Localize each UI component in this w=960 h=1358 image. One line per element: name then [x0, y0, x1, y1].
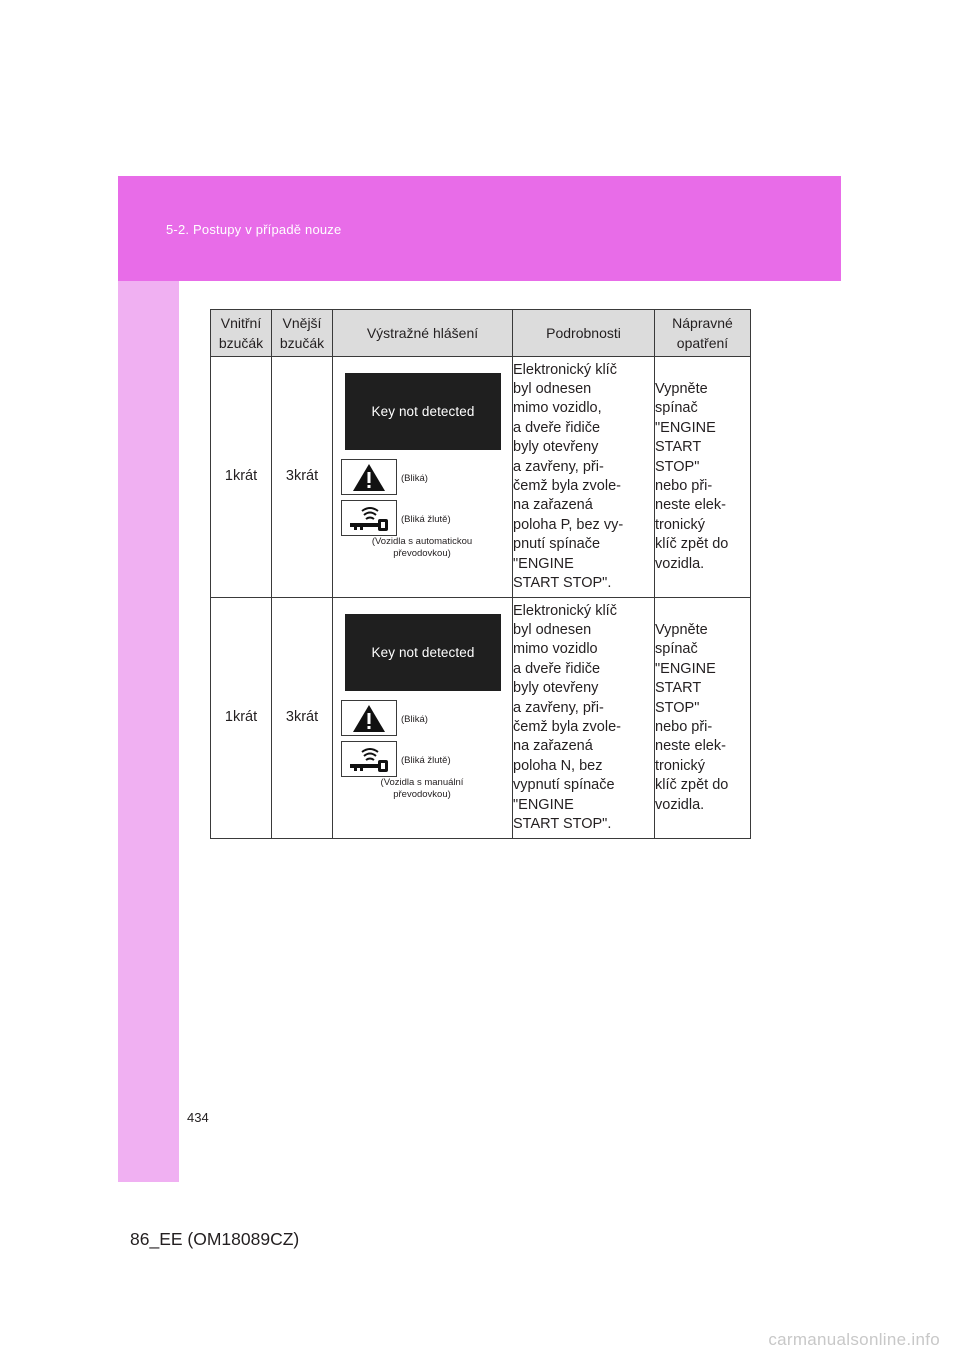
header-remedy: Nápravné opatření — [655, 310, 751, 357]
transmission-note: (Vozidla s automatickou převodovkou) — [371, 536, 473, 559]
remedy-cell: Vypněte spínač "ENGINE START STOP" nebo při- neste elek- tronický klíč zpět do vozidla. — [655, 357, 751, 598]
display-message: Key not detected — [371, 644, 475, 660]
inner-buzzer-cell: 1krát — [211, 357, 272, 598]
warning-message-cell — [333, 357, 513, 598]
key-icon-note: (Bliká žlutě) — [401, 755, 451, 766]
header-outer-buzzer: Vnější bzučák — [272, 310, 333, 357]
master-warning-icon — [341, 700, 397, 736]
page-number: 434 — [187, 1110, 209, 1125]
warning-message-cell — [333, 598, 513, 839]
warning-table — [210, 309, 751, 839]
table-header-row — [211, 310, 751, 357]
outer-buzzer-cell: 3krát — [272, 598, 333, 839]
multi-info-display — [345, 373, 501, 450]
details-cell: Elektronický klíč byl odnesen mimo vozidlo a dveře řidiče byly otevřeny a zavřeny, při- čemž byla zvole- na zařazená poloha N, bez vypnutí spínače "ENGINE START STOP". — [513, 598, 655, 839]
watermark: carmanualsonline.info — [768, 1330, 940, 1349]
smart-key-indicator-icon — [341, 741, 397, 777]
display-message: Key not detected — [371, 403, 475, 419]
table-row — [211, 357, 751, 598]
table-row — [211, 598, 751, 839]
outer-buzzer-cell: 3krát — [272, 357, 333, 598]
key-icon-note: (Bliká žlutě) — [401, 514, 451, 525]
warning-icon-note: (Bliká) — [401, 714, 428, 725]
side-strip — [118, 281, 179, 1182]
multi-info-display — [345, 614, 501, 691]
warning-icon-note: (Bliká) — [401, 473, 428, 484]
document-code: 86_EE (OM18089CZ) — [130, 1229, 300, 1249]
master-warning-icon — [341, 459, 397, 495]
details-cell: Elektronický klíč byl odnesen mimo vozidlo, a dveře řidiče byly otevřeny a zavřeny, při- čemž byla zvole- na zařazená poloha P, bez vy- pnutí spínače "ENGINE START STOP". — [513, 357, 655, 598]
header-inner-buzzer: Vnitřní bzučák — [211, 310, 272, 357]
smart-key-indicator-icon — [341, 500, 397, 536]
transmission-note: (Vozidla s manuální převodovkou) — [380, 777, 464, 800]
remedy-cell: Vypněte spínač "ENGINE START STOP" nebo při- neste elek- tronický klíč zpět do vozidla. — [655, 598, 751, 839]
header-warning-message: Výstražné hlášení — [333, 310, 513, 357]
header-details: Podrobnosti — [513, 310, 655, 357]
section-title: 5-2. Postupy v případě nouze — [166, 222, 342, 237]
inner-buzzer-cell: 1krát — [211, 598, 272, 839]
